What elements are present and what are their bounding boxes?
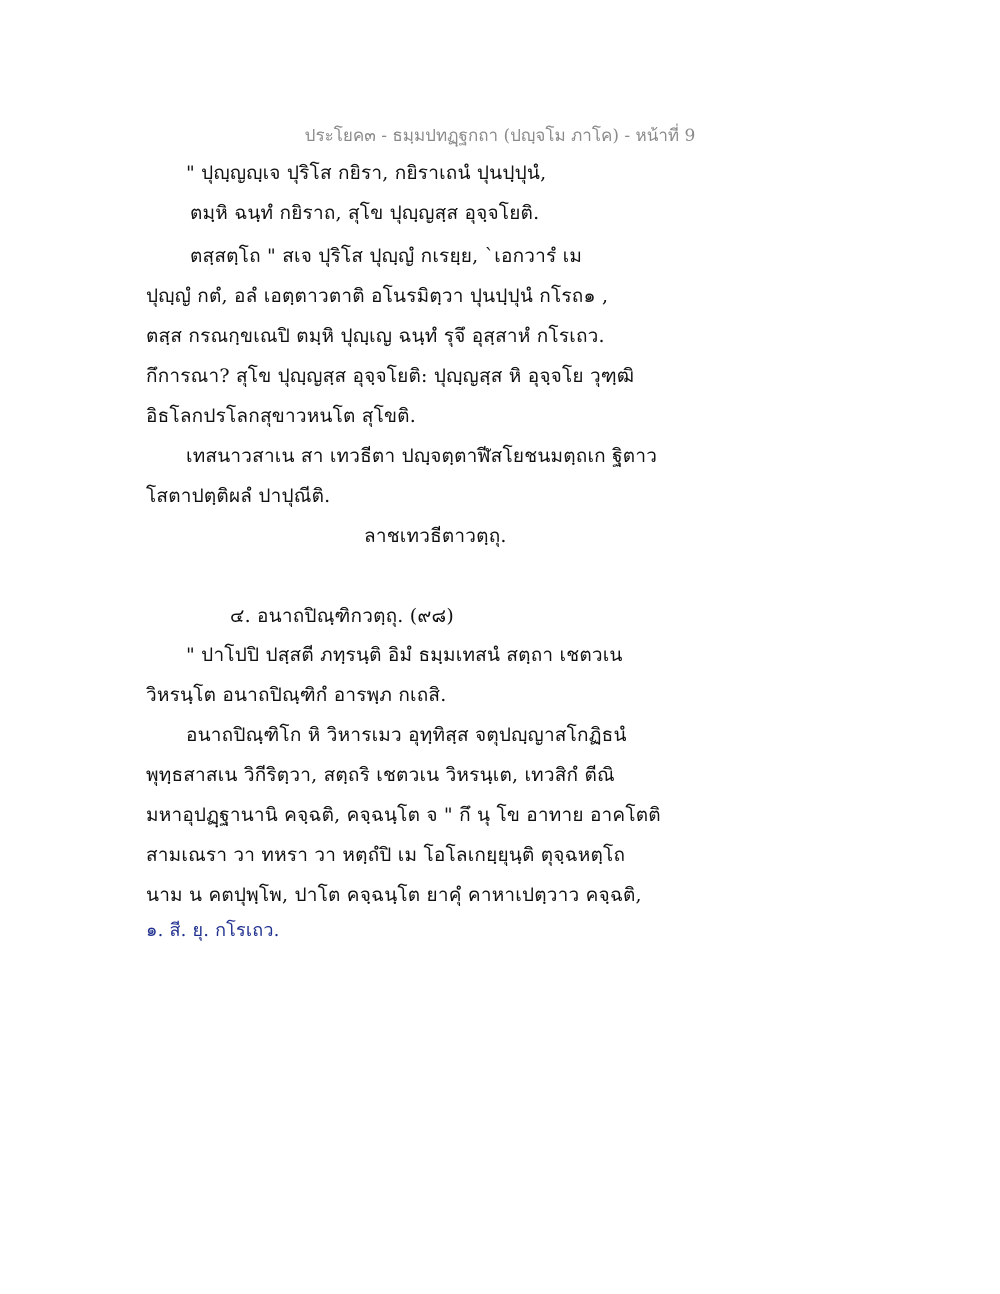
- body-line: มหาอุปฏฺฐานานิ คจฺฉติ, คจฺฉนฺโต จ " กึ นุ โข อาทาย อาคโตติ: [146, 804, 661, 826]
- conclusion-line: โสตาปตฺติผลํ ปาปุณีติ.: [146, 485, 331, 507]
- story-end-title: ลาชเทวธีตาวตฺถุ.: [364, 525, 507, 547]
- body-line: สามเณรา วา ทหรา วา หตฺถํปิ เม โอโลเกยฺยุนฺติ ตุจฺฉหตฺโถ: [146, 844, 626, 866]
- commentary-line: กึการณา? สุโข ปุญฺญสฺส อุจฺจโยติ: ปุญฺญสฺส หิ อุจฺจโย วุฑฺฒิ: [146, 365, 635, 387]
- body-line: อนาถปิณฺฑิโก หิ วิหารเมว อุทฺทิสฺส จตุปญฺญาสโกฏิธนํ: [186, 724, 627, 746]
- page-header: ประโยค๓ - ธมฺมปทฏฺฐกถา (ปญฺจโม ภาโค) - หน้าที่ 9: [304, 126, 696, 146]
- verse-line-2: ตมฺหิ ฉนฺทํ กยิราถ, สุโข ปุญฺญสฺส อุจฺจโยติ.: [190, 202, 540, 224]
- verse-line-1: " ปุญฺญญฺเจ ปุริโส กยิรา, กยิราเถนํ ปุนปฺปุนํ,: [186, 162, 547, 184]
- commentary-line: ปุญฺญํ กตํ, อลํ เอตฺตาวตาติ อโนรมิตฺวา ปุนปฺปุนํ กโรถ๑ ,: [146, 285, 609, 307]
- footnote: ๑. สี. ยุ. กโรเถว.: [146, 920, 280, 941]
- intro-line: วิหรนฺโต อนาถปิณฺฑิกํ อารพฺภ กเถสิ.: [146, 684, 447, 706]
- commentary-line: ตสฺสตฺโถ " สเจ ปุริโส ปุญฺญํ กเรยฺย, `เอกวารํ เม: [190, 245, 583, 267]
- body-line: พุทฺธสาสเน วิกีริตฺวา, สตฺถริ เชตวเน วิหรนฺเต, เทวสิกํ ตีณิ: [146, 764, 615, 786]
- section-title: ๔. อนาถปิณฺฑิกวตฺถุ. (๙๘): [230, 605, 454, 627]
- commentary-line: ตสฺส กรณกฺขเณปิ ตมฺหิ ปุญฺเญ ฉนฺทํ รุจึ อุสฺสาหํ กโรเถว.: [146, 325, 605, 347]
- body-line: นาม น คตปุพฺโพ, ปาโต คจฺฉนฺโต ยาคุํ คาหาเปตฺวาว คจฺฉติ,: [146, 884, 642, 906]
- commentary-line: อิธโลกปรโลกสุขาวหนโต สุโขติ.: [146, 405, 416, 427]
- conclusion-line: เทสนาวสาเน สา เทวธีตา ปญฺจตฺตาฬีสโยชนมตฺถเก ฐิตาว: [186, 445, 658, 467]
- intro-line: " ปาโปปิ ปสฺสตี ภทฺรนฺติ อิมํ ธมฺมเทสนํ สตฺถา เชตวเน: [186, 644, 623, 666]
